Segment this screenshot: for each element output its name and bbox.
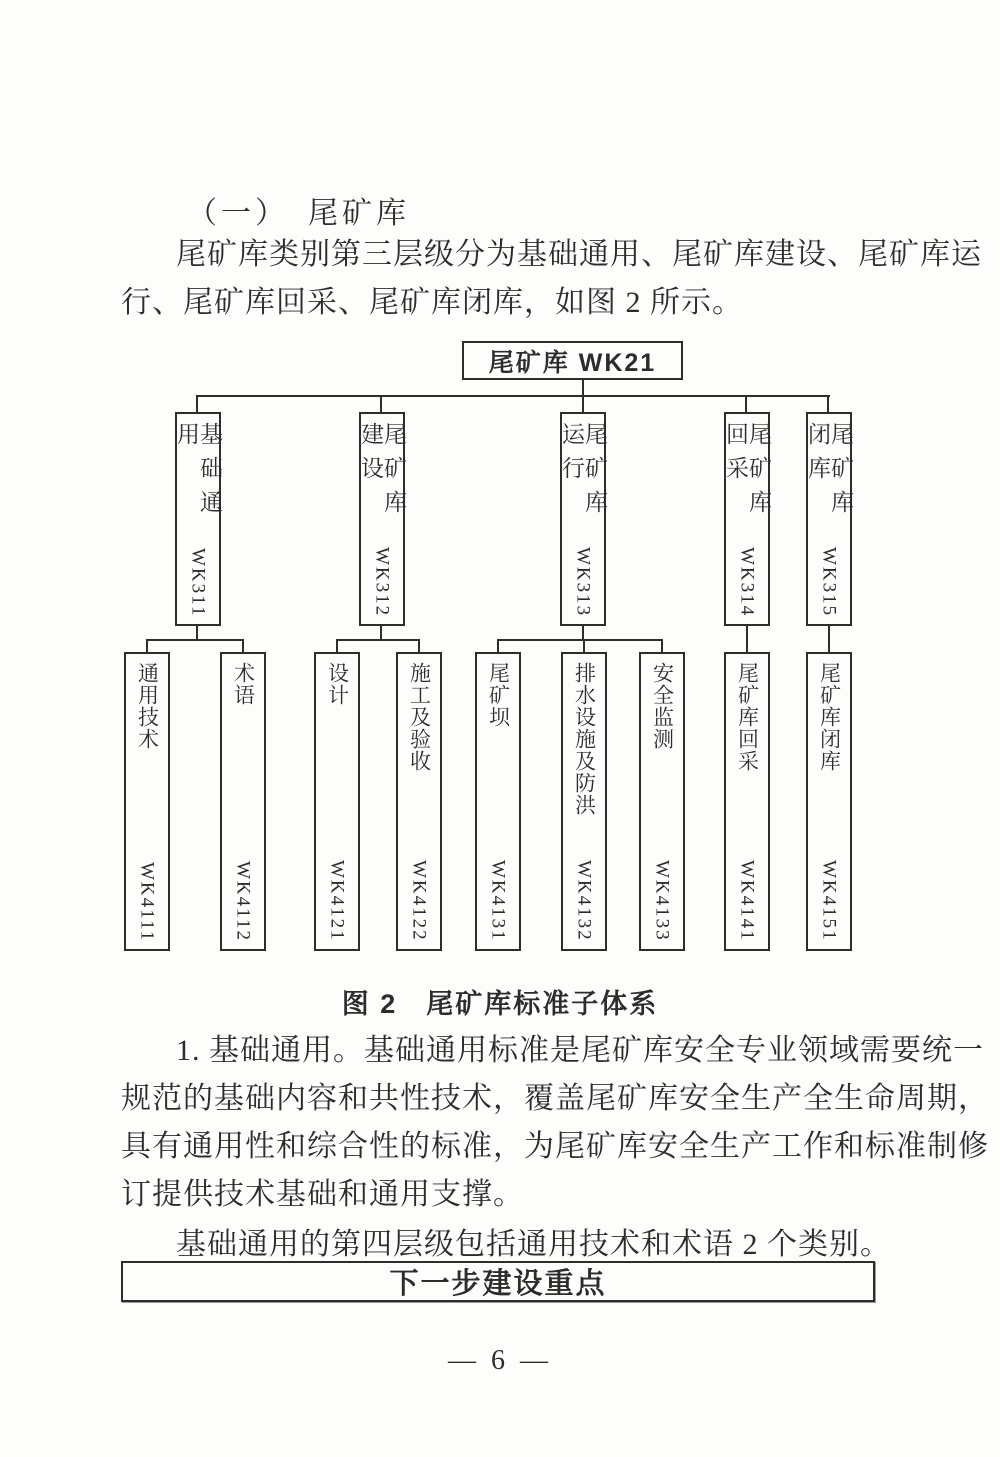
connector-line (827, 395, 829, 412)
tree-node-code: WK4111 (136, 861, 158, 942)
connector-line (745, 395, 747, 412)
tree-node-code: WK314 (736, 546, 758, 617)
tree-node-wk314 (724, 412, 770, 626)
connector-line (196, 395, 830, 397)
tree-node-code: WK313 (572, 546, 594, 617)
tree-node-label: 尾矿库 WK21 (488, 348, 657, 377)
paragraph-line: 规范的基础内容和共性技术，覆盖尾矿库安全生产全生命周期， (121, 1082, 989, 1115)
tree-node-wk4132 (561, 652, 607, 951)
tree-node-label: 排水设施及防洪 (572, 662, 597, 816)
tree-node-wk4141 (724, 652, 770, 951)
next-step-section-box (121, 1261, 875, 1302)
tree-node-code: WK4133 (651, 860, 673, 942)
tree-node-wk4151 (806, 652, 852, 951)
tree-node-label: 术语 (231, 662, 256, 706)
connector-line (497, 639, 663, 641)
tree-node-code: WK4131 (487, 860, 509, 942)
connector-line (242, 639, 244, 652)
next-step-title: 下一步建设重点 (389, 1268, 607, 1300)
connector-line (336, 639, 338, 652)
paragraph-line: 具有通用性和综合性的标准，为尾矿库安全生产工作和标准制修 (121, 1130, 989, 1163)
paragraph-line: 1. 基础通用。基础通用标准是尾矿库安全专业领域需要统一 (176, 1034, 984, 1067)
tree-node-code: WK4121 (326, 860, 348, 942)
connector-line (583, 639, 585, 652)
tree-node-wk4122 (396, 652, 442, 951)
tree-node-wk311 (175, 412, 221, 626)
tree-node-label: 尾矿库回采 (723, 422, 771, 524)
paragraph-line: 基础通用的第四层级包括通用技术和术语 2 个类别。 (176, 1228, 891, 1261)
connector-line (661, 639, 663, 652)
tree-node-wk315 (806, 412, 852, 626)
paragraph-line: 行、尾矿库回采、尾矿库闭库，如图 2 所示。 (121, 286, 743, 319)
tree-node-label: 尾矿库建设 (358, 422, 406, 524)
tree-node-label: 施工及验收 (407, 662, 432, 772)
paragraph-intro (121, 231, 982, 327)
section-heading: （一） 尾矿库 (187, 197, 410, 230)
tree-node-wk313 (560, 412, 606, 626)
tree-node-code: WK4132 (573, 860, 595, 942)
connector-line (380, 626, 382, 641)
tree-node-code: WK4122 (408, 860, 430, 942)
connector-line (146, 639, 148, 652)
tree-node-code: WK315 (818, 546, 840, 617)
tree-node-label: 通用技术 (135, 662, 160, 750)
tree-node-code: WK4112 (232, 861, 254, 942)
connector-line (497, 639, 499, 652)
tree-node-code: WK311 (187, 547, 209, 617)
tree-node-label: 安全监测 (650, 662, 675, 750)
tree-node-label: 尾矿库运行 (559, 422, 607, 524)
connector-line (582, 379, 584, 412)
tree-node-label: 尾矿库回采 (735, 662, 760, 772)
paragraph-line: 订提供技术基础和通用支撑。 (121, 1178, 524, 1211)
tree-node-label: 设计 (325, 662, 350, 706)
connector-line (380, 395, 382, 412)
paragraph-line: 尾矿库类别第三层级分为基础通用、尾矿库建设、尾矿库运 (176, 238, 982, 271)
tree-node-wk4133 (639, 652, 685, 951)
tree-node-label: 基础通用 (174, 422, 222, 524)
tree-node-wk4131 (475, 652, 521, 951)
tree-node-code: WK312 (371, 546, 393, 617)
page-number: — 6 — (448, 1345, 552, 1376)
tree-node-wk4121 (314, 652, 360, 951)
connector-line (336, 639, 420, 641)
connector-line (828, 626, 830, 652)
tree-node-label: 尾矿坝 (486, 662, 511, 728)
paragraph-basic-general (121, 1027, 989, 1219)
connector-line (746, 626, 748, 652)
tree-node-label: 尾矿库闭库 (817, 662, 842, 772)
tree-node-wk4111 (124, 652, 170, 951)
figure-caption: 图 2 尾矿库标准子体系 (341, 989, 659, 1019)
connector-line (196, 395, 198, 412)
tree-node-wk4112 (220, 652, 266, 951)
tree-node-code: WK4151 (818, 860, 840, 942)
connector-line (418, 639, 420, 652)
tree-node-root (462, 341, 683, 380)
connector-line (582, 626, 584, 641)
tree-node-wk312 (359, 412, 405, 626)
tree-node-label: 尾矿库闭库 (805, 422, 853, 524)
connector-line (146, 639, 244, 641)
tree-node-code: WK4141 (736, 860, 758, 942)
connector-line (196, 626, 198, 641)
